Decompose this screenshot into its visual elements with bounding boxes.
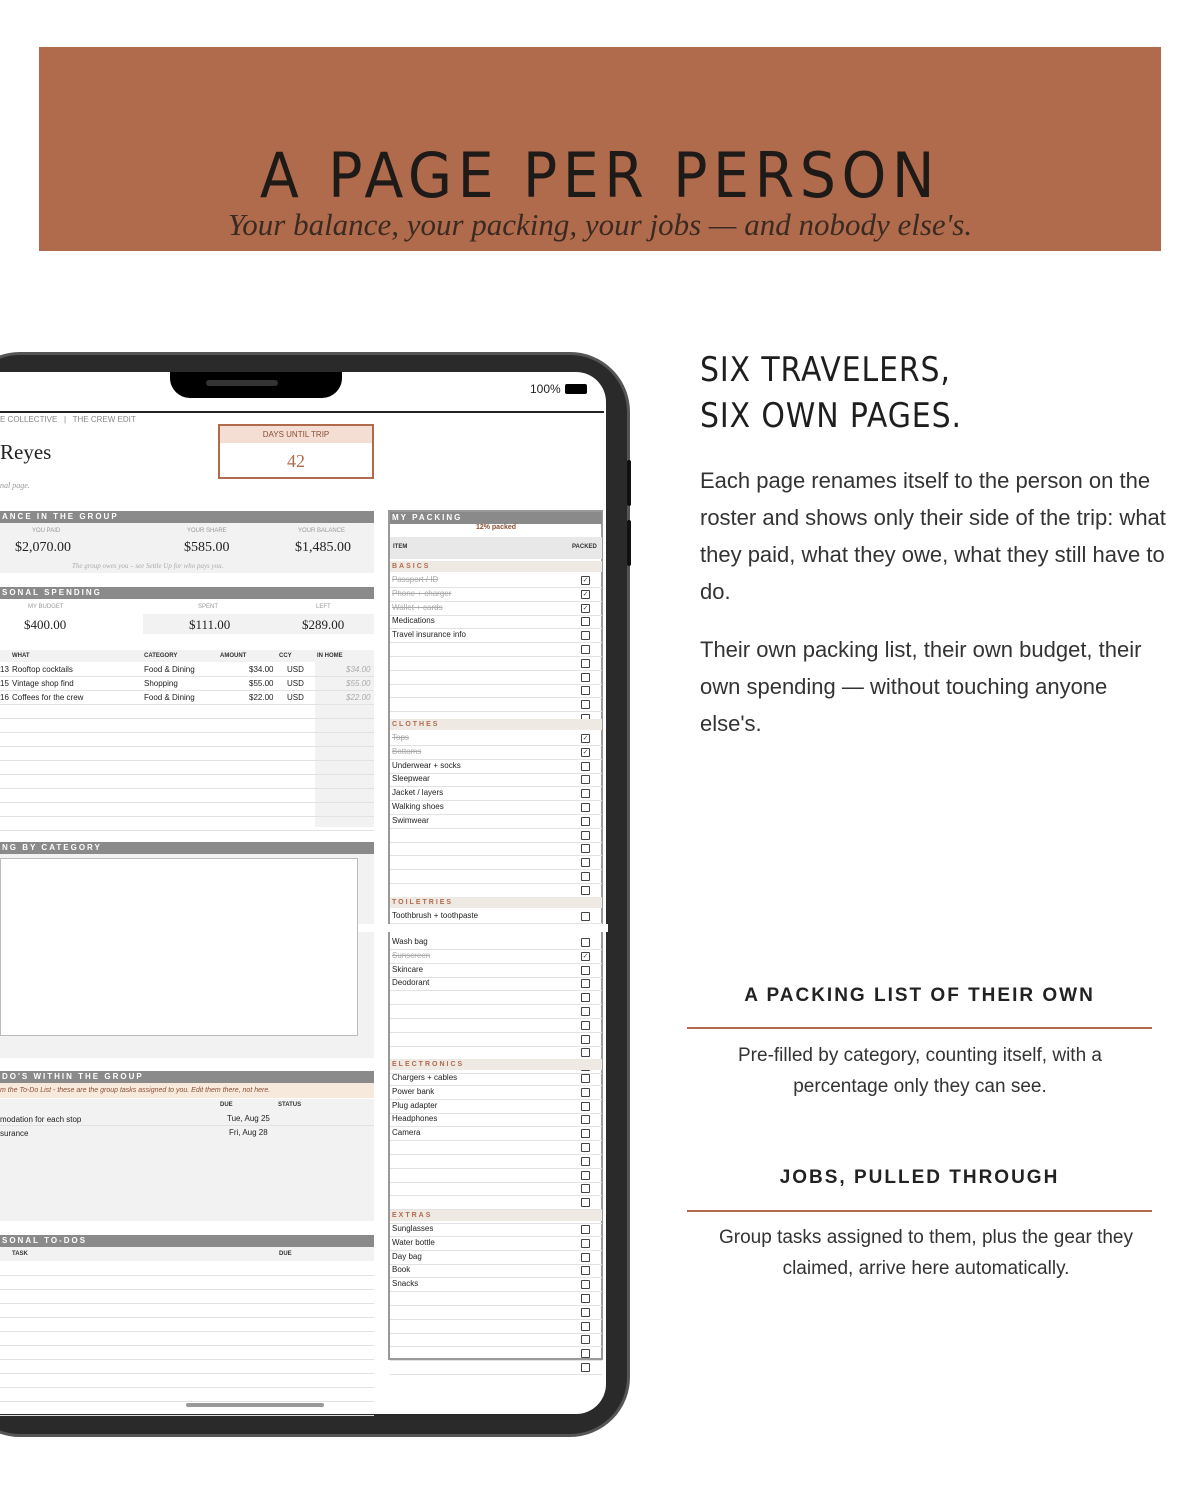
packing-item: Day bag	[392, 1251, 422, 1261]
checkbox-icon[interactable]	[581, 886, 590, 895]
packing-category: BASICS	[390, 561, 602, 572]
row-rule	[0, 1275, 374, 1276]
row-rule	[390, 1333, 602, 1334]
col-what: WHAT	[12, 653, 30, 659]
checkbox-icon[interactable]	[581, 1266, 590, 1275]
expense-id: 13	[0, 665, 9, 674]
checkbox-icon[interactable]: ✓	[582, 735, 589, 742]
checkbox-icon[interactable]	[581, 775, 590, 784]
checkbox-icon[interactable]	[581, 803, 590, 812]
row-rule	[390, 1154, 602, 1155]
group-todos-body	[0, 1111, 374, 1221]
group-task: surance	[0, 1129, 29, 1138]
row-rule	[390, 1140, 602, 1141]
packing-item: Sleepwear	[392, 774, 430, 784]
row-rule	[0, 732, 374, 733]
checkbox-icon[interactable]	[581, 1363, 590, 1372]
checkbox-icon[interactable]	[581, 912, 590, 921]
checkbox-icon[interactable]: ✓	[582, 577, 589, 584]
checkbox-icon[interactable]	[581, 872, 590, 881]
checkbox-icon[interactable]	[581, 1021, 590, 1030]
packing-item: Jacket / layers	[392, 788, 444, 798]
row-rule	[0, 788, 374, 789]
row-rule	[390, 1046, 602, 1047]
checkbox-icon[interactable]	[581, 617, 590, 626]
row-rule	[0, 1125, 374, 1126]
checkbox-icon[interactable]	[581, 762, 590, 771]
col-packed: PACKED	[572, 544, 597, 550]
expense-ccy[interactable]: USD	[287, 679, 304, 688]
checkbox-icon[interactable]	[581, 1280, 590, 1289]
checkbox-icon[interactable]	[581, 673, 590, 682]
packing-item: Walking shoes	[392, 802, 444, 811]
bycat-header: NG BY CATEGORY	[0, 842, 374, 854]
packing-item: Water bottle	[392, 1237, 435, 1247]
row-rule	[390, 1346, 602, 1347]
breadcrumb-sep: |	[64, 415, 67, 424]
col-item: ITEM	[393, 544, 408, 550]
checkbox-icon[interactable]	[581, 686, 590, 695]
checkbox-icon[interactable]	[581, 1308, 590, 1317]
row-rule	[0, 1387, 374, 1388]
countdown-value: 42	[287, 451, 305, 471]
row-rule	[0, 830, 374, 831]
right-heading-line-2: SIX OWN PAGES.	[700, 396, 962, 436]
your-share-label: YOUR SHARE	[187, 528, 227, 534]
row-rule	[0, 1415, 374, 1416]
expense-ccy[interactable]: USD	[287, 693, 304, 702]
checkbox-icon[interactable]	[581, 1143, 590, 1152]
feature-2-text: Group tasks assigned to them, plus the gear they claimed, arrive here automatically.	[718, 1227, 1133, 1279]
checkbox-icon[interactable]	[581, 979, 590, 988]
row-rule	[0, 718, 374, 719]
row-rule	[0, 1345, 374, 1346]
expense-what[interactable]: Coffees for the crew	[12, 693, 84, 702]
row-rule	[390, 1291, 602, 1292]
your-balance-value: $1,485.00	[295, 540, 351, 555]
checkbox-icon[interactable]	[581, 831, 590, 840]
expense-category[interactable]: Food & Dining	[144, 693, 195, 702]
packing-progress: 12% packed	[475, 524, 517, 531]
left-label: LEFT	[316, 604, 331, 610]
right-paragraph-2: Their own packing list, their own budget, their own spending — without touching anyone else's.	[700, 637, 1142, 736]
checkbox-icon[interactable]	[581, 1088, 590, 1097]
expense-id: 15	[0, 679, 9, 688]
checkbox-icon[interactable]	[581, 631, 590, 640]
packing-category: ELECTRONICS	[390, 1059, 602, 1070]
row-rule	[390, 697, 602, 698]
spent-value: $111.00	[189, 617, 231, 632]
battery-icon	[565, 384, 587, 394]
checkbox-icon[interactable]	[581, 1198, 590, 1207]
packing-item: Skincare	[392, 964, 424, 974]
checkbox-icon[interactable]	[581, 1225, 590, 1234]
page-note: nal page.	[0, 481, 30, 490]
balance-header: ANCE IN THE GROUP	[0, 511, 374, 523]
feature-1-title: A PACKING LIST OF THEIR OWN	[744, 985, 1095, 1006]
checkbox-icon[interactable]	[581, 789, 590, 798]
row-rule	[390, 684, 602, 685]
row-rule	[390, 1168, 602, 1169]
checkbox-icon[interactable]	[581, 645, 590, 654]
row-rule	[390, 1126, 602, 1127]
row-rule	[390, 883, 602, 884]
expense-in-home: $22.00	[346, 693, 371, 702]
row-rule	[0, 1359, 374, 1360]
expense-in-home: $55.00	[346, 679, 371, 688]
checkbox-icon[interactable]	[581, 844, 590, 853]
checkbox-icon[interactable]	[581, 1157, 590, 1166]
packing-item: Headphones	[392, 1114, 438, 1124]
you-paid-label: YOU PAID	[32, 528, 61, 534]
row-rule	[0, 816, 374, 817]
your-balance-label: YOUR BALANCE	[298, 528, 346, 534]
expense-amount[interactable]: $22.00	[249, 693, 274, 702]
screen-glare-gap	[358, 924, 608, 932]
row-rule	[0, 704, 374, 705]
col-in-home: IN HOME	[317, 653, 343, 659]
row-rule	[0, 746, 374, 747]
col-status: STATUS	[278, 1102, 302, 1108]
packing-item: Toothbrush + toothpaste	[392, 911, 479, 920]
traveler-name: Reyes	[0, 440, 52, 464]
packing-item: Phone + charger	[392, 588, 452, 598]
expense-what[interactable]: Vintage shop find	[12, 679, 74, 688]
col-ccy: CCY	[279, 653, 292, 659]
packing-item: Chargers + cables	[392, 1073, 458, 1082]
packing-item: Wallet + cards	[392, 602, 443, 612]
you-paid-value: $2,070.00	[15, 540, 71, 555]
row-rule	[390, 642, 602, 643]
expense-category[interactable]: Shopping	[144, 679, 178, 688]
battery-label: 100%	[530, 382, 561, 396]
row-rule	[390, 1182, 602, 1183]
checkbox-icon[interactable]	[581, 1074, 590, 1083]
personal-todos-header: SONAL TO-DOS	[0, 1235, 374, 1247]
checkbox-icon[interactable]	[581, 1129, 590, 1138]
row-rule	[390, 869, 602, 870]
row-rule	[390, 1305, 602, 1306]
feature-2-rule	[687, 1210, 1152, 1212]
packing-item: Power bank	[392, 1086, 435, 1096]
col-due: DUE	[220, 1102, 233, 1108]
row-rule	[0, 774, 374, 775]
row-rule	[0, 1401, 374, 1402]
row-rule	[0, 690, 374, 691]
row-rule	[390, 1032, 602, 1033]
packing-item: Plug adapter	[392, 1100, 438, 1110]
checkbox-icon[interactable]	[581, 1171, 590, 1180]
packing-item: Sunglasses	[392, 1224, 434, 1233]
banner-title: A PAGE PER PERSON	[259, 139, 941, 212]
checkbox-icon[interactable]	[581, 1184, 590, 1193]
checkbox-icon[interactable]	[581, 1035, 590, 1044]
group-task: modation for each stop	[0, 1115, 82, 1124]
packing-item: Sunscreen	[392, 950, 431, 960]
row-rule	[0, 1289, 374, 1290]
expense-ccy[interactable]: USD	[287, 665, 304, 674]
packing-item: Passport / ID	[392, 575, 439, 584]
expense-in-home: $34.00	[346, 665, 371, 674]
group-task-due: Fri, Aug 28	[229, 1128, 268, 1137]
expense-what[interactable]: Rooftop cocktails	[12, 665, 73, 674]
your-share-value: $585.00	[184, 540, 230, 555]
row-rule	[390, 656, 602, 657]
personal-todos-head	[0, 1247, 374, 1261]
balance-note: The group owes you – see Settle Up for who pays you.	[72, 562, 224, 570]
row-rule	[390, 670, 602, 671]
group-task-due: Tue, Aug 25	[227, 1114, 270, 1123]
row-rule	[390, 1018, 602, 1019]
checkbox-icon[interactable]	[581, 1048, 590, 1057]
breadcrumb-item[interactable]: THE CREW EDIT	[72, 415, 136, 424]
packing-item: Bottoms	[392, 746, 422, 756]
row-rule	[390, 1277, 602, 1278]
row-rule	[0, 760, 374, 761]
checkbox-icon[interactable]: ✓	[582, 604, 589, 612]
checkbox-icon[interactable]	[581, 938, 590, 947]
packing-item: Book	[392, 1265, 411, 1275]
col-category: CATEGORY	[144, 653, 178, 659]
feature-2-title: JOBS, PULLED THROUGH	[779, 1167, 1060, 1188]
group-todos-note: m the To-Do List - these are the group tasks assigned to you. Edit them there, not here.	[0, 1083, 374, 1098]
packing-item: Deodorant	[392, 978, 430, 988]
row-rule	[390, 842, 602, 843]
row-rule	[0, 802, 374, 803]
row-rule	[0, 676, 374, 677]
expense-amount[interactable]: $55.00	[249, 679, 274, 688]
checkbox-icon[interactable]	[581, 1349, 590, 1358]
checkbox-icon[interactable]	[581, 659, 590, 668]
countdown-box	[218, 424, 374, 479]
col-due: DUE	[279, 1251, 292, 1257]
packing-item: Snacks	[392, 1279, 419, 1289]
checkbox-icon[interactable]	[581, 1007, 590, 1016]
checkbox-icon[interactable]: ✓	[582, 748, 589, 756]
row-rule	[390, 711, 602, 712]
feature-1-text: Pre-filled by category, counting itself, with a percentage only they can see.	[738, 1045, 1102, 1097]
row-rule	[390, 745, 602, 746]
row-rule	[0, 1303, 374, 1304]
packing-item: Tops	[392, 733, 409, 742]
checkbox-icon[interactable]	[581, 1115, 590, 1124]
row-rule	[390, 1250, 602, 1251]
packing-category: EXTRAS	[390, 1210, 602, 1221]
col-task: TASK	[12, 1251, 28, 1257]
row-rule	[390, 990, 602, 991]
checkbox-icon[interactable]: ✓	[582, 590, 589, 598]
row-rule	[390, 1004, 602, 1005]
checkbox-icon[interactable]	[581, 1239, 590, 1248]
home-indicator[interactable]	[186, 1403, 324, 1407]
checkbox-icon[interactable]	[581, 966, 590, 975]
checkbox-icon[interactable]	[581, 1102, 590, 1111]
status-battery	[530, 382, 587, 396]
hero-banner	[39, 47, 1161, 251]
banner-subtitle: Your balance, your packing, your jobs — and nobody else's.	[227, 207, 973, 242]
row-rule	[0, 1373, 374, 1374]
row-rule	[390, 828, 602, 829]
tablet-side-button-2	[627, 520, 631, 566]
screen-top-rule	[0, 411, 604, 413]
spending-header: SONAL SPENDING	[0, 587, 374, 599]
right-paragraph-1: Each page renames itself to the person on the roster and shows only their side of the trip: what they paid, what they owe, what they still have to do.	[700, 468, 1166, 604]
row-rule	[390, 1195, 602, 1196]
packing-category: CLOTHES	[390, 719, 602, 730]
checkbox-icon[interactable]	[581, 1253, 590, 1262]
packing-item: Travel insurance info	[392, 630, 466, 640]
packing-table-head	[390, 537, 602, 559]
packing-category: TOILETRIES	[390, 897, 602, 908]
row-rule	[390, 855, 602, 856]
checkbox-icon[interactable]	[581, 817, 590, 826]
col-amount: AMOUNT	[220, 653, 247, 659]
checkbox-icon[interactable]	[581, 1335, 590, 1344]
checkbox-icon[interactable]: ✓	[582, 952, 589, 960]
breadcrumb-item[interactable]: E COLLECTIVE	[0, 415, 58, 424]
checkbox-icon[interactable]	[581, 993, 590, 1002]
packing-item: Medications	[392, 616, 435, 626]
packing-item: Wash bag	[392, 937, 428, 946]
packing-item: Camera	[392, 1128, 421, 1138]
checkbox-icon[interactable]	[581, 858, 590, 867]
tablet-side-button	[627, 460, 631, 506]
feature-1-rule	[687, 1027, 1152, 1029]
packing-header: MY PACKING	[390, 512, 602, 524]
spent-label: SPENT	[198, 604, 219, 610]
category-chart-area	[0, 858, 358, 1036]
packing-item: Underwear + socks	[392, 760, 461, 770]
budget-value[interactable]: $400.00	[24, 617, 67, 632]
countdown-label: DAYS UNTIL TRIP	[220, 426, 372, 443]
row-rule	[390, 1360, 602, 1361]
expense-category[interactable]: Food & Dining	[144, 665, 195, 674]
expense-id: 16	[0, 693, 9, 702]
checkbox-icon[interactable]	[581, 700, 590, 709]
row-rule	[0, 1331, 374, 1332]
checkbox-icon[interactable]	[581, 1322, 590, 1331]
expense-amount[interactable]: $34.00	[249, 665, 274, 674]
row-rule	[390, 1264, 602, 1265]
checkbox-icon[interactable]	[581, 1294, 590, 1303]
row-rule	[390, 1374, 602, 1375]
group-todos-head	[0, 1099, 374, 1111]
group-todos-header: DO'S WITHIN THE GROUP	[0, 1071, 374, 1083]
left-value: $289.00	[302, 617, 345, 632]
budget-label: MY BUDGET	[28, 604, 64, 610]
camera-notch	[170, 372, 342, 398]
row-rule	[0, 1317, 374, 1318]
packing-item: Swimwear	[392, 815, 429, 825]
breadcrumb	[0, 415, 136, 424]
right-heading-line-1: SIX TRAVELERS,	[700, 350, 951, 390]
row-rule	[390, 1319, 602, 1320]
